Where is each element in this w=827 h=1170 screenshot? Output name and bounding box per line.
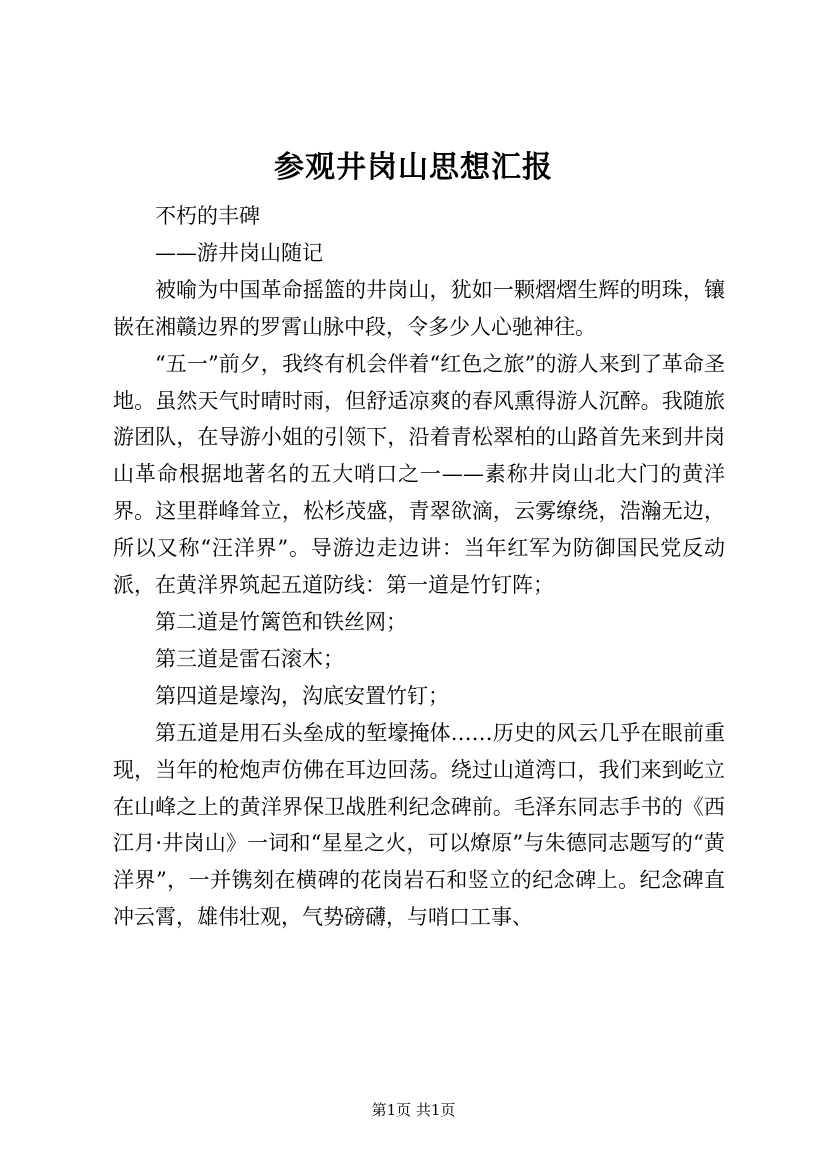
paragraph-second-line: 第二道是竹篱笆和铁丝网；	[155, 609, 407, 634]
paragraph-subheading: ——游井岗山随记	[155, 240, 323, 265]
document-body	[113, 198, 725, 936]
paragraph-third-line: 第三道是雷石滚木；	[155, 646, 344, 671]
page-number-footer: 第1页 共1页	[371, 1101, 456, 1119]
document-title: 参观井岗山思想汇报	[274, 150, 553, 185]
paragraph-subtitle: 不朽的丰碑	[155, 204, 260, 228]
paragraph-intro: 被喻为中国革命摇篮的井岗山，犹如一颗熠熠生辉的明珠，镶嵌在湘赣边界的罗霄山脉中段，令多少人心驰神往。	[113, 277, 725, 339]
paragraph-huangyangjie: “五一”前夕，我终有机会伴着“红色之旅”的游人来到了革命圣地。虽然天气时晴时雨，但舒适凉爽的春风熏得游人沉醉。我随旅游团队，在导游小姐的引领下，沿着青松翠柏的山路首先来到井岗山革命根据地著名的五大哨口之一——素称井岗山北大门的黄洋界。这里群峰耸立，松杉茂盛，青翠欲滴，云雾缭绕，浩瀚无边，所以又称“汪洋界”。导游边走边讲：当年红军为防御国民党反动派，在黄洋界筑起五道防线：第一道是竹钉阵；	[113, 351, 725, 598]
paragraph-fourth-line: 第四道是壕沟，沟底安置竹钉；	[155, 683, 449, 708]
paragraph-fifth-line: 第五道是用石头垒成的堑壕掩体……历史的风云几乎在眼前重现，当年的枪炮声仿佛在耳边回荡。绕过山道湾口，我们来到屹立在山峰之上的黄洋界保卫战胜利纪念碑前。毛泽东同志手书的《西江月·井岗山》一词和“星星之火，可以燎原”与朱德同志题写的“黄洋界”，一并镌刻在横碑的花岗岩石和竖立的纪念碑上。纪念碑直冲云霄，雄伟壮观，气势磅礴，与哨口工事、	[113, 720, 725, 930]
